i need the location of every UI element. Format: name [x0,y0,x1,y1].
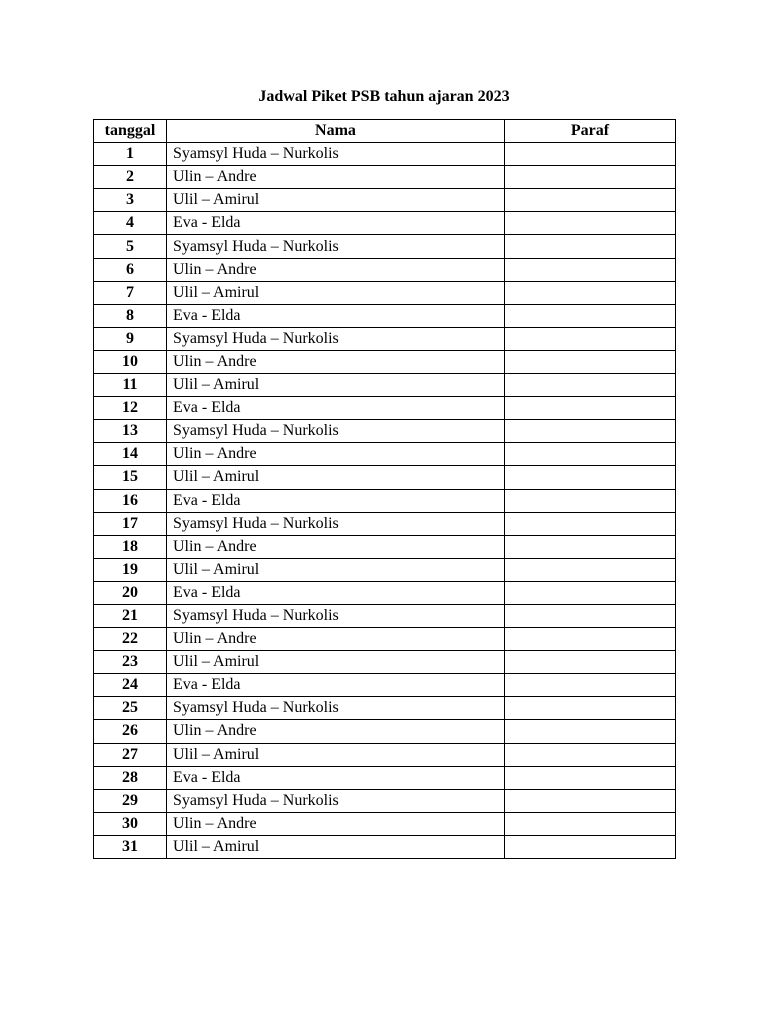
page-title: Jadwal Piket PSB tahun ajaran 2023 [258,88,510,105]
date-cell: 3 [94,189,167,212]
table-row [94,143,676,166]
table-row [94,512,676,535]
table-row [94,327,676,350]
date-cell: 23 [94,651,167,674]
date-cell: 8 [94,304,167,327]
date-cell: 2 [94,166,167,189]
table-row [94,420,676,443]
table-row [94,651,676,674]
table-row [94,628,676,651]
schedule-table [93,119,676,859]
paraf-cell [505,812,676,835]
paraf-cell [505,258,676,281]
name-cell: Syamsyl Huda – Nurkolis [167,512,505,535]
date-cell: 9 [94,327,167,350]
name-cell: Ulil – Amirul [167,466,505,489]
name-cell: Ulin – Andre [167,258,505,281]
date-cell: 1 [94,143,167,166]
date-cell: 27 [94,743,167,766]
paraf-cell [505,743,676,766]
table-row [94,304,676,327]
table-row [94,166,676,189]
date-cell: 20 [94,581,167,604]
table-row [94,397,676,420]
name-cell: Ulil – Amirul [167,374,505,397]
table-row [94,535,676,558]
paraf-cell [505,512,676,535]
table-row [94,812,676,835]
date-cell: 16 [94,489,167,512]
paraf-cell [505,766,676,789]
paraf-cell [505,143,676,166]
date-cell: 30 [94,812,167,835]
date-cell: 21 [94,604,167,627]
paraf-cell [505,327,676,350]
name-cell: Ulin – Andre [167,350,505,373]
name-cell: Syamsyl Huda – Nurkolis [167,327,505,350]
date-cell: 11 [94,374,167,397]
date-cell: 4 [94,212,167,235]
name-cell: Ulin – Andre [167,166,505,189]
name-cell: Syamsyl Huda – Nurkolis [167,143,505,166]
date-cell: 22 [94,628,167,651]
paraf-cell [505,535,676,558]
table-row [94,212,676,235]
table-row [94,489,676,512]
date-cell: 25 [94,697,167,720]
table-row [94,743,676,766]
paraf-cell [505,420,676,443]
header-tanggal: tanggal [94,120,167,143]
name-cell: Ulil – Amirul [167,835,505,858]
paraf-cell [505,189,676,212]
name-cell: Ulin – Andre [167,812,505,835]
paraf-cell [505,166,676,189]
paraf-cell [505,281,676,304]
date-cell: 19 [94,558,167,581]
table-row [94,604,676,627]
paraf-cell [505,835,676,858]
paraf-cell [505,374,676,397]
table-header-row [94,120,676,143]
name-cell: Ulil – Amirul [167,281,505,304]
paraf-cell [505,304,676,327]
date-cell: 18 [94,535,167,558]
date-cell: 7 [94,281,167,304]
paraf-cell [505,628,676,651]
schedule-body [94,143,676,859]
name-cell: Eva - Elda [167,674,505,697]
paraf-cell [505,697,676,720]
table-row [94,558,676,581]
date-cell: 29 [94,789,167,812]
name-cell: Ulin – Andre [167,535,505,558]
paraf-cell [505,674,676,697]
table-row [94,258,676,281]
table-row [94,674,676,697]
name-cell: Eva - Elda [167,766,505,789]
name-cell: Eva - Elda [167,212,505,235]
paraf-cell [505,466,676,489]
date-cell: 26 [94,720,167,743]
header-nama: Nama [167,120,505,143]
date-cell: 15 [94,466,167,489]
name-cell: Syamsyl Huda – Nurkolis [167,420,505,443]
table-row [94,766,676,789]
paraf-cell [505,235,676,258]
date-cell: 6 [94,258,167,281]
table-row [94,835,676,858]
name-cell: Ulin – Andre [167,720,505,743]
name-cell: Eva - Elda [167,489,505,512]
date-cell: 14 [94,443,167,466]
table-row [94,350,676,373]
table-row [94,720,676,743]
date-cell: 5 [94,235,167,258]
name-cell: Syamsyl Huda – Nurkolis [167,235,505,258]
date-cell: 24 [94,674,167,697]
name-cell: Ulil – Amirul [167,558,505,581]
name-cell: Ulin – Andre [167,628,505,651]
paraf-cell [505,443,676,466]
name-cell: Syamsyl Huda – Nurkolis [167,604,505,627]
paraf-cell [505,558,676,581]
table-row [94,581,676,604]
name-cell: Ulil – Amirul [167,651,505,674]
paraf-cell [505,581,676,604]
date-cell: 17 [94,512,167,535]
name-cell: Syamsyl Huda – Nurkolis [167,789,505,812]
date-cell: 28 [94,766,167,789]
paraf-cell [505,604,676,627]
name-cell: Ulin – Andre [167,443,505,466]
table-row [94,443,676,466]
table-row [94,697,676,720]
paraf-cell [505,720,676,743]
paraf-cell [505,789,676,812]
date-cell: 13 [94,420,167,443]
name-cell: Ulil – Amirul [167,743,505,766]
name-cell: Ulil – Amirul [167,189,505,212]
header-paraf: Paraf [505,120,676,143]
paraf-cell [505,489,676,512]
name-cell: Syamsyl Huda – Nurkolis [167,697,505,720]
date-cell: 10 [94,350,167,373]
date-cell: 31 [94,835,167,858]
table-row [94,374,676,397]
table-row [94,189,676,212]
table-row [94,466,676,489]
name-cell: Eva - Elda [167,397,505,420]
table-row [94,789,676,812]
name-cell: Eva - Elda [167,304,505,327]
table-row [94,281,676,304]
paraf-cell [505,651,676,674]
paraf-cell [505,350,676,373]
name-cell: Eva - Elda [167,581,505,604]
paraf-cell [505,212,676,235]
paraf-cell [505,397,676,420]
table-row [94,235,676,258]
date-cell: 12 [94,397,167,420]
